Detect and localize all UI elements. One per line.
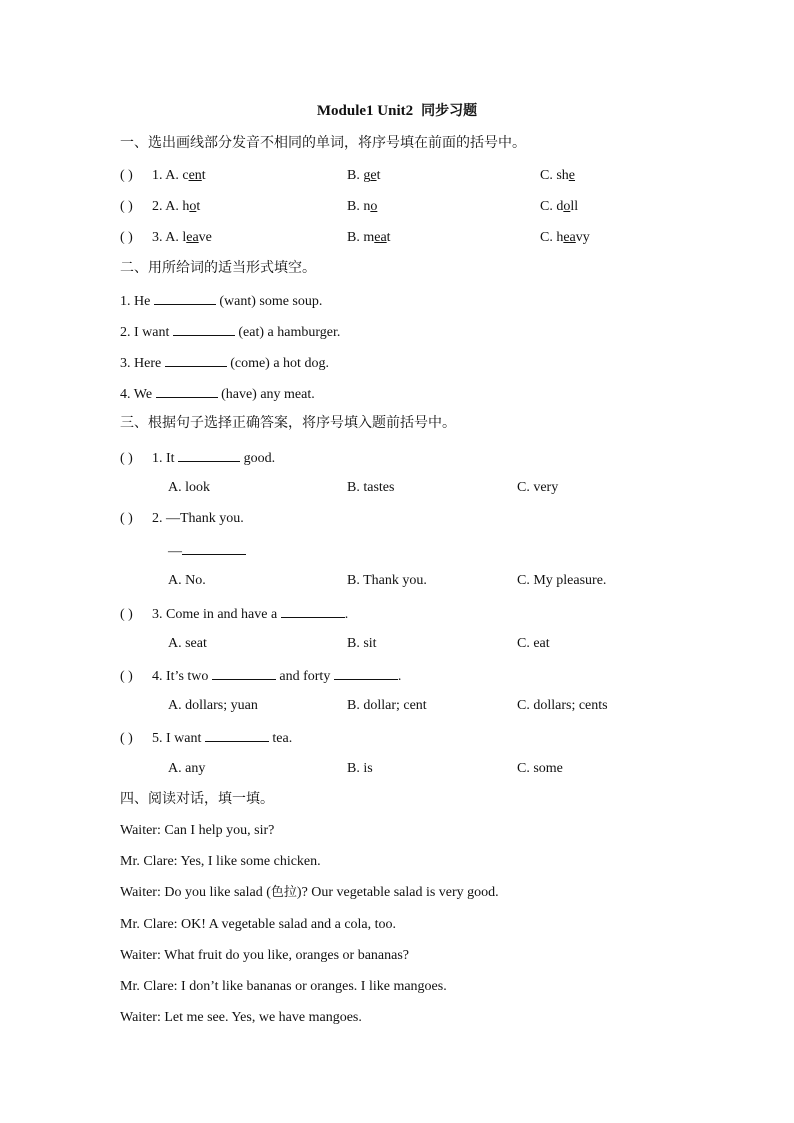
s1-q1-b-pre: B. g	[347, 168, 371, 183]
fill-blank[interactable]	[165, 353, 227, 367]
s3-q1-option-c: C. very	[517, 480, 559, 495]
s3-q4-option-b: B. dollar; cent	[347, 698, 427, 713]
s1-q2-option-c	[540, 198, 578, 216]
s1-q1-c-underline: e	[568, 168, 576, 183]
s3-q4-stem-mid: and forty	[279, 669, 331, 684]
s1-q3-option-b	[347, 229, 391, 247]
s1-q2-b-pre: B. n	[347, 199, 371, 214]
s2-item-2	[120, 322, 340, 342]
answer-paren[interactable]: ( )	[120, 511, 133, 526]
s3-q2-reply	[168, 541, 246, 561]
answer-paren[interactable]: ( )	[120, 451, 133, 466]
s2-item-3-pre: 3. Here	[120, 356, 162, 371]
fill-blank[interactable]	[156, 384, 218, 398]
s3-q2-option-a: A. No.	[168, 573, 206, 588]
dialogue-line: Mr. Clare: Yes, I like some chicken.	[120, 854, 321, 869]
dialogue-line	[120, 884, 499, 902]
s1-q2-option-b	[347, 198, 377, 216]
dialogue-text-post: )? Our vegetable salad is very good.	[296, 885, 499, 900]
s3-q1-option-b: B. tastes	[347, 480, 395, 495]
fill-blank[interactable]	[154, 291, 216, 305]
title-cn: 同步习题	[421, 103, 478, 119]
s1-q1-option-c	[540, 167, 575, 185]
s1-q3-a-underline: ea	[186, 230, 199, 245]
s1-q2-c-post: ll	[570, 199, 579, 214]
s3-q2-reply-dash: —	[168, 544, 182, 559]
answer-paren[interactable]: ( )	[120, 731, 133, 746]
dialogue-line: Mr. Clare: OK! A vegetable salad and a cola, too.	[120, 917, 397, 932]
answer-paren[interactable]: ( )	[120, 230, 133, 245]
fill-blank[interactable]	[334, 666, 398, 680]
s1-q3-option-c	[540, 229, 590, 247]
s1-q3-b-pre: B. m	[347, 230, 375, 245]
s3-q1-stem-post: good.	[243, 451, 276, 466]
fill-blank[interactable]	[281, 604, 345, 618]
s2-item-1-post: (want) some soup.	[219, 294, 323, 309]
fill-blank[interactable]	[212, 666, 276, 680]
s1-q2-a-underline: o	[189, 199, 197, 214]
s2-item-4-pre: 4. We	[120, 387, 153, 402]
s3-q2-option-b: B. Thank you.	[347, 573, 427, 588]
s1-q1-b-post: t	[376, 168, 381, 183]
s3-q5-option-c: C. some	[517, 761, 563, 776]
s2-item-3-post: (come) a hot dog.	[230, 356, 329, 371]
s2-item-3	[120, 353, 329, 373]
s1-q3-a-post: ve	[198, 230, 212, 245]
s2-item-1-pre: 1. He	[120, 294, 151, 309]
s1-q3-c-pre: C. h	[540, 230, 564, 245]
s1-q2-num: 2. A.	[152, 199, 183, 214]
s3-q5-option-a: A. any	[168, 761, 206, 776]
section1-heading: 一、选出画线部分发音不相同的单词，将序号填在前面的括号中。	[120, 135, 526, 151]
s1-q1-a-pre: c	[182, 168, 189, 183]
page-title	[0, 101, 794, 121]
s3-q3-option-b: B. sit	[347, 636, 377, 651]
s3-q1-option-a: A. look	[168, 480, 210, 495]
s1-q2	[120, 198, 200, 216]
dialogue-text-cn: 色拉	[270, 885, 297, 900]
s1-q1-c-pre: C. sh	[540, 168, 569, 183]
s3-q3-stem-post: .	[344, 607, 349, 622]
dialogue-line: Mr. Clare: I don’t like bananas or oranges. I like mangoes.	[120, 979, 447, 994]
dialogue-text-pre: Waiter: Do you like salad (	[120, 885, 271, 900]
s1-q3-b-underline: ea	[374, 230, 387, 245]
s1-q3-c-underline: ea	[563, 230, 576, 245]
section4-heading: 四、阅读对话，填一填。	[120, 791, 274, 807]
s1-q1-a-underline: en	[188, 168, 202, 183]
s1-q2-a-post: t	[196, 199, 201, 214]
s3-q3-option-c: C. eat	[517, 636, 550, 651]
section3-heading: 三、根据句子选择正确答案，将序号填入题前括号中。	[120, 415, 456, 431]
s1-q1	[120, 167, 206, 185]
s3-q5-stem	[120, 728, 292, 748]
s1-q3-a-pre: l	[182, 230, 187, 245]
s2-item-2-pre: 2. I want	[120, 325, 170, 340]
section2-heading: 二、用所给词的适当形式填空。	[120, 260, 316, 276]
s3-q4-option-a: A. dollars; yuan	[168, 698, 258, 713]
fill-blank[interactable]	[182, 541, 246, 555]
fill-blank[interactable]	[178, 448, 240, 462]
s3-q2-stem-text: 2. —Thank you.	[152, 511, 244, 526]
s3-q1-stem-pre: 1. It	[152, 451, 175, 466]
s3-q4-option-c: C. dollars; cents	[517, 698, 608, 713]
s3-q4-stem	[120, 666, 401, 686]
s2-item-1	[120, 291, 322, 311]
title-en: Module1 Unit2	[316, 103, 414, 119]
s2-item-2-post: (eat) a hamburger.	[238, 325, 341, 340]
answer-paren[interactable]: ( )	[120, 669, 133, 684]
s1-q3-b-post: t	[386, 230, 391, 245]
s3-q5-stem-pre: 5. I want	[152, 731, 202, 746]
s1-q2-c-pre: C. d	[540, 199, 564, 214]
s3-q2-stem	[120, 510, 244, 528]
s3-q5-stem-post: tea.	[272, 731, 293, 746]
s3-q3-stem	[120, 604, 348, 624]
s2-item-4	[120, 384, 315, 404]
s3-q3-stem-pre: 3. Come in and have a	[152, 607, 278, 622]
s2-item-4-post: (have) any meat.	[221, 387, 315, 402]
s3-q3-option-a: A. seat	[168, 636, 207, 651]
s1-q3-c-post: vy	[575, 230, 590, 245]
fill-blank[interactable]	[205, 728, 269, 742]
s1-q1-option-b	[347, 167, 380, 185]
answer-paren[interactable]: ( )	[120, 607, 133, 622]
s1-q2-c-underline: o	[563, 199, 571, 214]
s1-q1-num: 1. A.	[152, 168, 183, 183]
s1-q3-num: 3. A.	[152, 230, 183, 245]
answer-paren[interactable]: ( )	[120, 168, 133, 183]
s1-q2-b-underline: o	[370, 199, 378, 214]
dialogue-line: Waiter: What fruit do you like, oranges or bananas?	[120, 948, 410, 963]
answer-paren[interactable]: ( )	[120, 199, 133, 214]
s3-q4-stem-pre: 4. It’s two	[152, 669, 209, 684]
s1-q1-b-underline: e	[370, 168, 377, 183]
dialogue-line: Waiter: Can I help you, sir?	[120, 823, 275, 838]
fill-blank[interactable]	[173, 322, 235, 336]
dialogue-line: Waiter: Let me see. Yes, we have mangoes.	[120, 1010, 362, 1025]
s3-q4-stem-post: .	[397, 669, 402, 684]
s1-q3	[120, 229, 212, 247]
s3-q5-option-b: B. is	[347, 761, 373, 776]
s3-q2-option-c: C. My pleasure.	[517, 573, 607, 588]
s3-q1-stem	[120, 448, 275, 468]
s1-q1-a-post: t	[201, 168, 206, 183]
s1-q2-a-pre: h	[182, 199, 190, 214]
